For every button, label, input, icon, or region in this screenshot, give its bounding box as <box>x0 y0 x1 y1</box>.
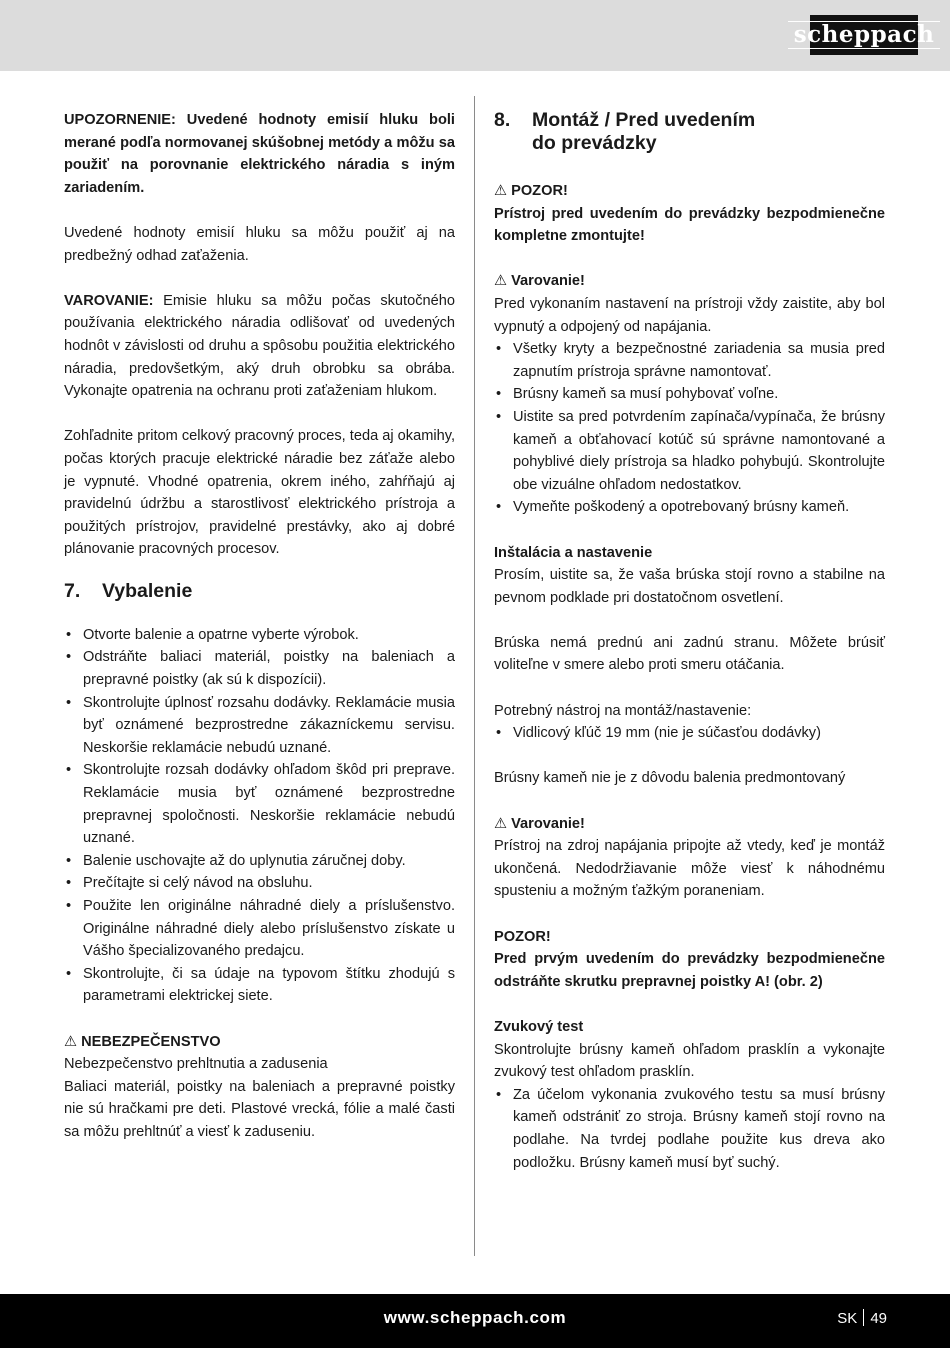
list-item: • Otvorte balenie a opatrne vyberte výrobok. <box>66 626 359 643</box>
list-item: • Skontrolujte, či sa údaje na typovom štítku zhodujú s parametrami elektrickej siete. <box>66 965 455 1005</box>
section-title: Montáž / Pred uvedením do prevádzky <box>532 109 756 154</box>
page-header <box>0 0 950 71</box>
section-7-heading <box>64 580 455 603</box>
separator <box>863 1309 864 1326</box>
noise-note <box>64 109 455 199</box>
sound-test-list <box>494 1084 885 1174</box>
list-item: • Skontrolujte rozsah dodávky ohľadom škôd pri preprave. Reklamácie musia byť oznámené bezprostredne prepravnej spoločnosti. Neskoršie reklamácie nebudú uznané. <box>66 762 455 847</box>
list-item: • Balenie uschovajte až do uplynutia záručnej doby. <box>66 852 406 869</box>
varovanie-2-heading: ⚠ Varovanie! <box>494 815 585 832</box>
scheppach-logo <box>793 15 935 55</box>
note-label: UPOZORNENIE: <box>64 112 176 128</box>
list-item: • Uistite sa pred potvrdením zapínača/vypínača, že brúsny kameň a obťahovací kotúč sú správne namontované a pohyblivé diely prístroja sa hladko pohybujú. Skontrolujte obe vizuálne ohľadom nedostatkov. <box>496 408 885 493</box>
warning-triangle-icon: ⚠ <box>494 273 508 290</box>
list-item: • Prečítajte si celý návod na obsluhu. <box>66 875 313 892</box>
section-title: Vybalenie <box>102 579 193 602</box>
danger-heading: ⚠ NEBEZPEČENSTVO <box>64 1033 221 1050</box>
estimate-paragraph: Uvedené hodnoty emisií hluku sa môžu použiť aj na predbežný odhad zaťaženia. <box>64 224 455 264</box>
tool-list <box>494 722 885 745</box>
warning-triangle-icon: ⚠ <box>494 815 508 832</box>
pozor-2-heading: POZOR! <box>494 928 551 945</box>
logo-text: scheppach <box>788 21 941 49</box>
list-item: • Skontrolujte úplnosť rozsahu dodávky. Reklamácie musia byť oznámené bezprostredne zákazníckemu servisu. Neskoršie reklamácie nebudú uznané. <box>66 694 455 756</box>
work-process-paragraph: Zohľadnite pritom celkový pracovný proces, teda aj okamihy, počas ktorých pracuje elektrické náradie bez záťaže alebo je vypnuté. Vhodné opatrenia, okrem iného, zahŕňajú aj pravidelnú údržbu a starostlivosť elektrického prístroja a použitých prístrojov, pravidelné prestávky, ako aj dobré plánovanie pracovných procesov. <box>64 428 455 558</box>
website-link[interactable]: www.scheppach.com <box>383 1308 567 1327</box>
install-text-2: Brúska nemá prednú ani zadnú stranu. Môžete brúsiť voliteľne v smere alebo proti smeru otáčania. <box>494 634 885 674</box>
pozor-text: Prístroj pred uvedením do prevádzky bezpodmienečne kompletne zmontujte! <box>494 205 885 245</box>
column-divider <box>474 96 475 1256</box>
varovanie-heading: ⚠ Varovanie! <box>494 273 585 290</box>
warning-triangle-icon: ⚠ <box>64 1033 78 1050</box>
list-item: • Všetky kryty a bezpečnostné zariadenia sa musia pred zapnutím prístroja správne namontovať. <box>496 341 885 380</box>
premount-text: Brúsny kameň nie je z dôvodu balenia predmontovaný <box>494 770 846 787</box>
pozor-2-text: Pred prvým uvedením do prevádzky bezpodmienečne odstráňte skrutku prepravnej poistky A! (obr. 2) <box>494 951 885 990</box>
section-8-heading <box>494 109 885 155</box>
danger-subtitle: Nebezpečenstvo prehltnutia a zadusenia <box>64 1056 328 1073</box>
warning-label: VAROVANIE: <box>64 292 154 309</box>
list-item: • Vymeňte poškodený a opotrebovaný brúsny kameň. <box>496 499 850 516</box>
install-text: Prosím, uistite sa, že vaša brúska stojí rovno a stabilne na pevnom podklade pri dostatočnom osvetlení. <box>494 567 885 606</box>
install-heading: Inštalácia a nastavenie <box>494 544 653 561</box>
list-item: • Za účelom vykonania zvukového testu sa musí brúsny kameň odstrániť zo stroja. Brúsny kameň stojí rovno na podlahe. Na tvrdej podlahe použite kus dreva ako podložku. Brúsny kameň musí byť suchý. <box>496 1086 885 1171</box>
list-item: • Odstráňte baliaci materiál, poistky na baleniach a prepravné poistky (ak sú k dispozícii). <box>66 649 455 689</box>
safety-list <box>494 338 885 519</box>
page-footer <box>0 1294 950 1348</box>
language-code: SK <box>837 1310 858 1327</box>
left-column <box>64 109 455 1144</box>
pozor-heading: ⚠ POZOR! <box>494 183 568 199</box>
varovanie-text: Pred vykonaním nastavení na prístroji vždy zaistite, aby bol vypnutý a odpojený od napájania. <box>494 295 885 335</box>
tool-text: Potrebný nástroj na montáž/nastavenie: <box>494 702 752 719</box>
right-column <box>494 109 885 1174</box>
danger-text: Baliaci materiál, poistky na baleniach a prepravné poistky nie sú hračkami pre deti. Plastové vrecká, fólie a malé časti sa môžu prehltnúť a viesť k zaduseniu. <box>64 1078 455 1140</box>
sound-test-text: Skontrolujte brúsny kameň ohľadom prasklín a vykonajte zvukový test ohľadom prasklín. <box>494 1041 885 1081</box>
unpacking-list <box>64 624 455 1008</box>
warning-triangle-icon: ⚠ <box>494 183 508 199</box>
page-number: 49 <box>870 1310 887 1327</box>
warning-text: Emisie hluku sa môžu počas skutočného používania elektrického náradia odlišovať od uvedených hodnôt v závislosti od druhu a spôsobu použitia elektrického náradia, predovšetkým, aký druh obrobku sa obrába. Vykonajte opatrenia na ochranu proti zaťaženiam hlukom. <box>64 292 455 400</box>
varovanie-2-text: Prístroj na zdroj napájania pripojte až vtedy, keď je montáž ukončená. Nedodržiavanie môže viesť k náhodnému spusteniu a možným ťažkým poraneniam. <box>494 838 885 900</box>
list-item: • Vidlicový kľúč 19 mm (nie je súčasťou dodávky) <box>496 725 821 742</box>
note-text: Uvedené hodnoty emisií hluku boli merané podľa normovanej skúšobnej metódy a môžu sa použiť na porovnanie elektrického náradia s iným zariadením. <box>64 112 455 196</box>
noise-warning <box>64 290 455 403</box>
section-number: 8. <box>494 109 511 131</box>
list-item: • Brúsny kameň sa musí pohybovať voľne. <box>496 386 779 403</box>
section-number: 7. <box>64 579 81 602</box>
list-item: • Použite len originálne náhradné diely a príslušenstvo. Originálne náhradné diely alebo príslušenstvo získate u Vášho špecializovaného predajcu. <box>66 898 455 960</box>
page-indicator <box>837 1309 887 1327</box>
sound-test-heading: Zvukový test <box>494 1018 584 1035</box>
